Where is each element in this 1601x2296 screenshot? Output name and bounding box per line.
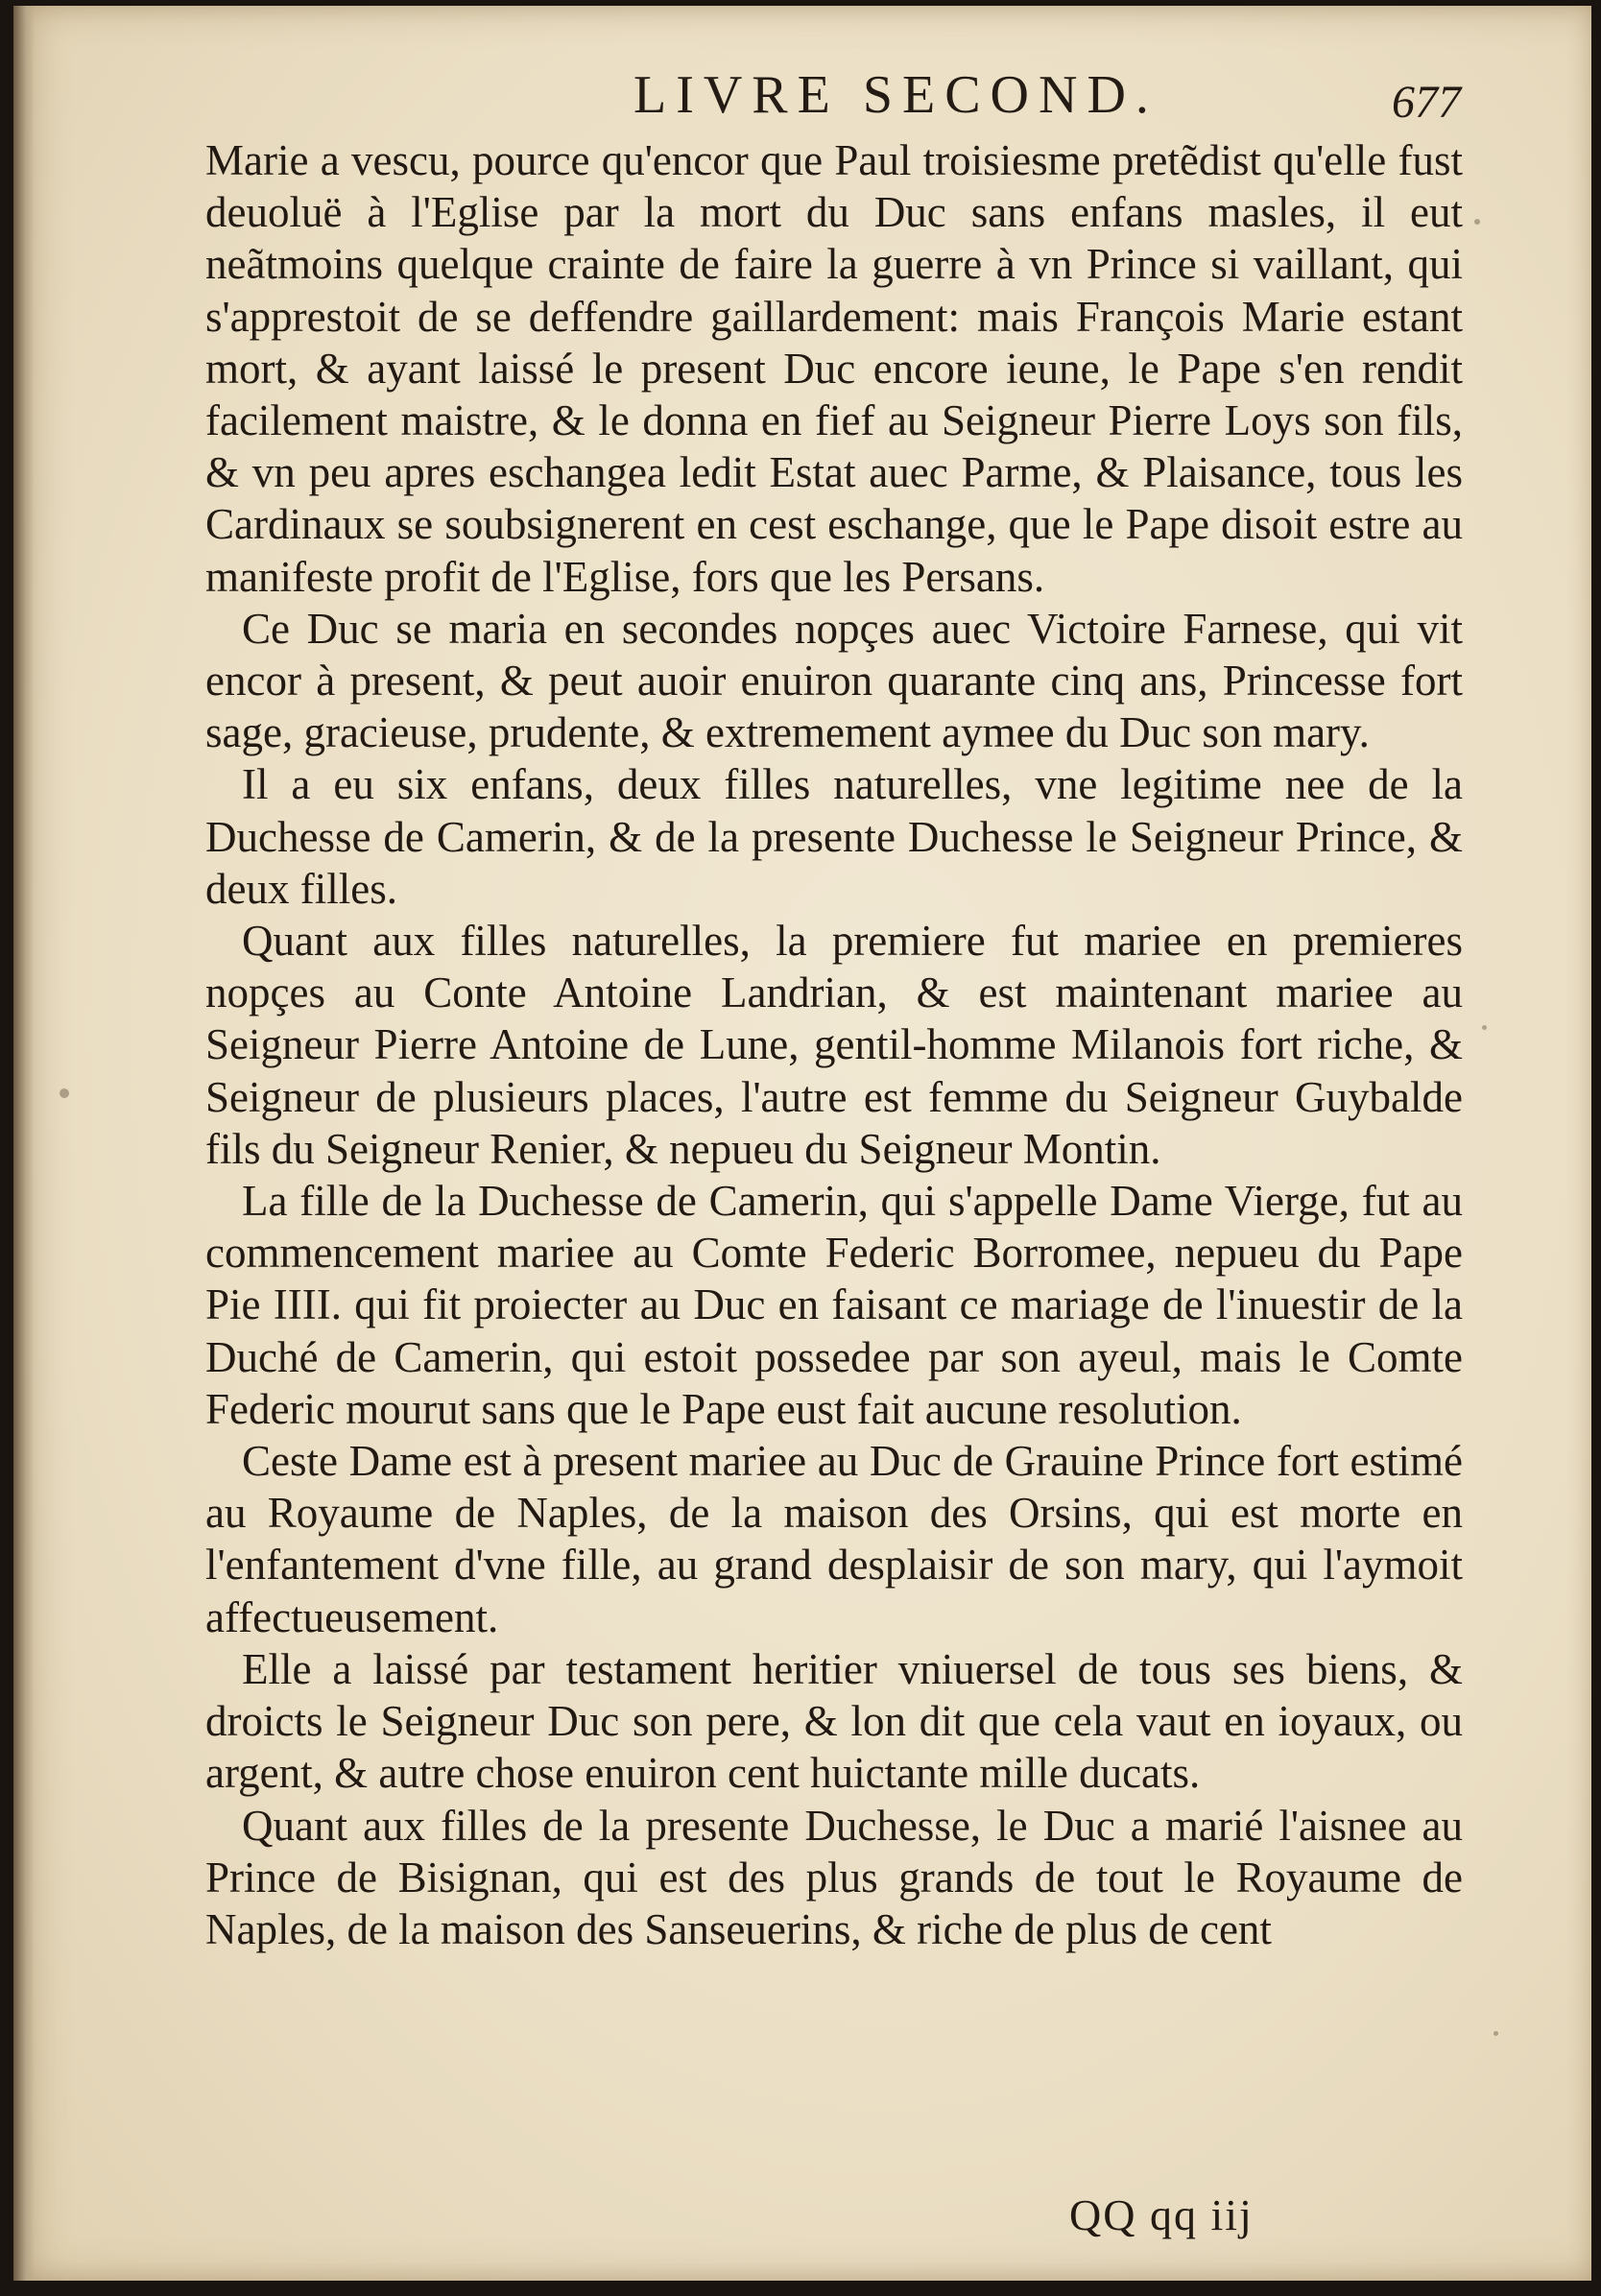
paragraph: Ceste Dame est à present mariee au Duc de Grauine Prince fort estimé au Royaume de Naples, de la maison des Orsins, qui est morte en l'enfantement d'vne fille, au grand desplaisir de son mary, qui l'aymoit affectueusement. bbox=[205, 1437, 1463, 1641]
paragraph: La fille de la Duchesse de Camerin, qui s'appelle Dame Vierge, fut au commencement mariee au Comte Federic Borromee, nepueu du Pape Pie IIII. qui fit proiecter au Duc en faisant ce mariage de l'inuestir de la Duché de Camerin, qui estoit possedee par son ayeul, mais le Comte Federic mourut sans que le Pape eust fait aucune resolution. bbox=[205, 1177, 1463, 1433]
paragraph: Quant aux filles de la presente Duchesse, le Duc a marié l'aisnee au Prince de Bisignan, qui est des plus grands de tout le Royaume de Naples, de la maison des Sanseuerins, & riche de plus de cent bbox=[205, 1801, 1463, 1953]
paragraph: Elle a laissé par testament heritier vniuersel de tous ses biens, & droicts le Seigneur Duc son pere, & lon dit que cela vaut en ioyaux, ou argent, & autre chose enuiron cent huictante mille ducats. bbox=[205, 1644, 1463, 1798]
running-head-title: LIVRE SECOND. bbox=[633, 65, 1159, 125]
signature-mark: QQ qq iij bbox=[1069, 2190, 1254, 2239]
paragraph: Quant aux filles naturelles, la premiere fut mariee en premieres nopçes au Conte Antoine Landrian, & est maintenant mariee au Seigneur Pierre Antoine de Lune, gentil-homme Milanois fort riche, & Seigneur de plusieurs places, l'autre est femme du Seigneur Guybalde fils du Seigneur Renier, & nepueu du Seigneur Montin. bbox=[205, 917, 1463, 1173]
body-text bbox=[205, 134, 1463, 1955]
paper-speck bbox=[60, 1088, 69, 1098]
page-number: 677 bbox=[1392, 77, 1461, 128]
paragraph: Il a eu six enfans, deux filles naturelles, vne legitime nee de la Duchesse de Camerin, & de la presente Duchesse le Seigneur Prince, & deux filles. bbox=[205, 760, 1463, 913]
paragraph: Ce Duc se maria en secondes nopçes auec Victoire Farnese, qui vit encor à present, & peut auoir enuiron quarante cinq ans, Princesse fort sage, gracieuse, prudente, & extremement aymee du Duc son mary. bbox=[205, 604, 1463, 757]
paper-speck bbox=[1493, 2031, 1498, 2036]
running-head bbox=[203, 61, 1461, 138]
paper-speck bbox=[1474, 219, 1480, 225]
book-page bbox=[13, 6, 1591, 2281]
paper-speck bbox=[1482, 1025, 1487, 1030]
paragraph: Marie a vescu, pource qu'encor que Paul troisiesme pretẽdist qu'elle fust deuoluë à l'Eglise par la mort du Duc sans enfans masles, il eut neãtmoins quelque crainte de faire la guerre à vn Prince si vaillant, qui s'apprestoit de se deffendre gaillardement: mais François Marie estant mort, & ayant laissé le present Duc encore ieune, le Pape s'en rendit facilement maistre, & le donna en fief au Seigneur Pierre Loys son fils, & vn peu apres eschangea ledit Estat auec Parme, & Plaisance, tous les Cardinaux se soubsignerent en cest eschange, que le Pape disoit estre au manifeste profit de l'Eglise, fors que les Persans. bbox=[205, 136, 1463, 601]
page-gutter-shadow bbox=[13, 6, 35, 2281]
